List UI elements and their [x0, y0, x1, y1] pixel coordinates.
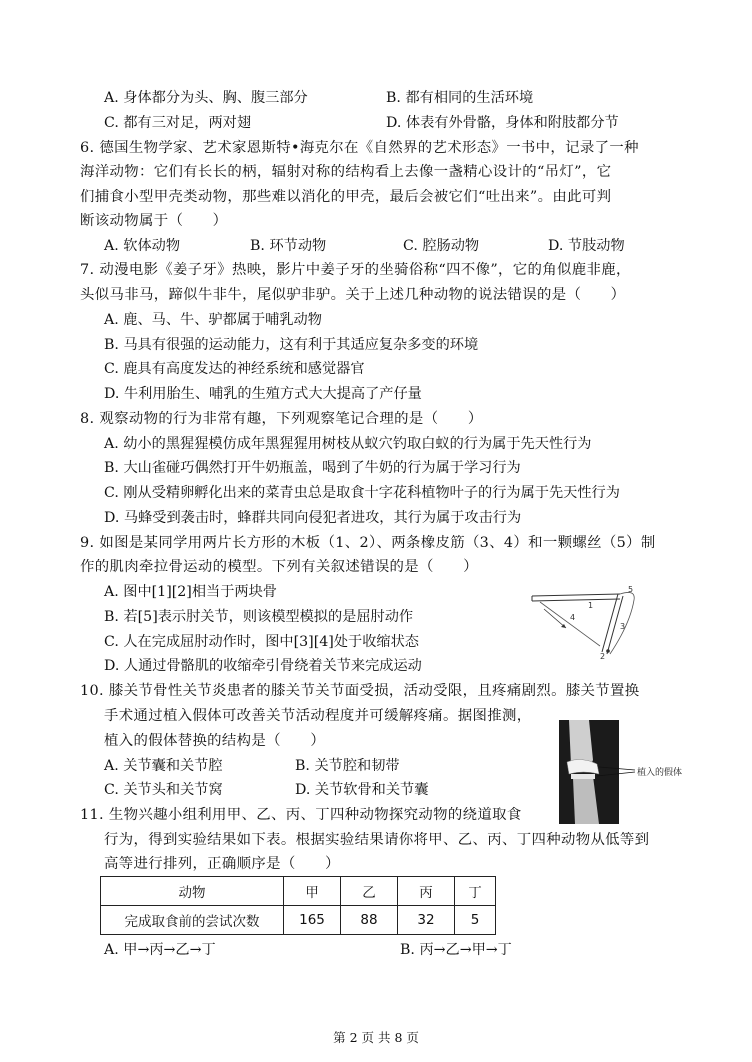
q7-stem-line-2: 头似马非马，蹄似牛非牛，尾似驴非驴。关于上述几种动物的说法错误的是（ ）	[80, 287, 626, 303]
q8-option-b: B. 大山雀碰巧偶然打开牛奶瓶盖，喝到了牛奶的行为属于学习行为	[104, 460, 521, 476]
q9-stem-line-1: 9. 如图是某同学用两片长方形的木板（1、2）、两条橡皮筋（3、4）和一颗螺丝（5）制	[80, 535, 656, 551]
q9-figure-label-1: 1	[588, 601, 594, 610]
table-cell: 165	[284, 906, 341, 935]
table-header-row	[101, 877, 496, 906]
q6-stem-line-4: 断该动物属于（ ）	[80, 213, 228, 229]
q5-option-c: C. 都有三对足，两对翅	[104, 115, 252, 131]
q9-stem-line-2: 作的肌肉牵拉骨运动的模型。下列有关叙述错误的是（ ）	[80, 559, 478, 575]
q10-option-b: B. 关节腔和韧带	[295, 758, 400, 774]
q11-stem-line-2: 行为，得到实验结果如下表。根据实验结果请你将甲、乙、丙、丁四种动物从低等到	[104, 832, 650, 848]
q10-stem-line-1: 10. 膝关节骨性关节炎患者的膝关节关节面受损，活动受限，且疼痛剧烈。膝关节置换	[80, 683, 640, 699]
q9-figure-label-2: 2	[600, 652, 606, 661]
q9-option-a: A. 图中[1][2]相当于两块骨	[104, 584, 277, 600]
table-header-cell: 乙	[341, 877, 398, 906]
table-cell: 32	[398, 906, 455, 935]
table-header-cell: 动物	[101, 877, 284, 906]
q10-stem-line-2: 手术通过植入假体可改善关节活动程度并可缓解疼痛。据图推测，	[104, 708, 532, 724]
q6-option-d: D. 节肢动物	[548, 238, 625, 254]
q9-figure-label-4: 4	[570, 613, 576, 622]
q11-stem-line-1: 11. 生物兴趣小组利用甲、乙、丙、丁四种动物探究动物的绕道取食	[80, 807, 522, 823]
q8-option-d: D. 马蜂受到袭击时，蜂群共同向侵犯者进攻，其行为属于攻击行为	[104, 510, 522, 526]
q6-stem-line-1: 6. 德国生物学家、艺术家恩斯特•海克尔在《自然界的艺术形态》一书中，记录了一种	[80, 140, 639, 156]
table-cell: 完成取食前的尝试次数	[101, 906, 284, 935]
q7-option-c: C. 鹿具有高度发达的神经系统和感觉器官	[104, 361, 365, 377]
q9-figure-label-5: 5	[628, 585, 634, 594]
q9-model-figure	[530, 584, 640, 664]
table-header-cell: 甲	[284, 877, 341, 906]
q6-option-c: C. 腔肠动物	[403, 238, 480, 254]
q10-option-d: D. 关节软骨和关节囊	[295, 782, 429, 798]
q10-figure-label: 植入的假体	[637, 768, 683, 778]
q6-stem-line-3: 们捕食小型甲壳类动物，那些难以消化的甲壳，最后会被它们“吐出来”。由此可判	[80, 189, 612, 205]
q7-option-d: D. 牛利用胎生、哺乳的生殖方式大大提高了产仔量	[104, 386, 422, 402]
q8-option-a: A. 幼小的黑猩猩模仿成年黑猩猩用树枝从蚁穴钓取白蚁的行为属于先天性行为	[104, 436, 592, 452]
table-header-cell: 丁	[455, 877, 496, 906]
q9-option-b: B. 若[5]表示肘关节，则该模型模拟的是屈肘动作	[104, 609, 414, 625]
q11-results-table	[100, 876, 496, 935]
table-cell: 88	[341, 906, 398, 935]
q7-option-b: B. 马具有很强的运动能力，这有利于其适应复杂多变的环境	[104, 337, 479, 353]
q10-stem-line-3: 植入的假体替换的结构是（ ）	[104, 733, 326, 749]
table-row	[101, 906, 496, 935]
q6-stem-line-2: 海洋动物：它们有长长的柄，辐射对称的结构看上去像一盏精心设计的“吊灯”，它	[80, 164, 612, 180]
q9-option-d: D. 人通过骨骼肌的收缩牵引骨绕着关节来完成运动	[104, 658, 422, 674]
q9-figure-label-3: 3	[620, 622, 626, 631]
q8-stem-line-1: 8. 观察动物的行为非常有趣，下列观察笔记合理的是（ ）	[80, 411, 483, 427]
q10-option-c: C. 关节头和关节窝	[104, 782, 223, 798]
q11-option-a: A. 甲→丙→乙→丁	[104, 942, 216, 958]
q5-option-d: D. 体表有外骨骼，身体和附肢都分节	[386, 115, 619, 131]
table-header-cell: 丙	[398, 877, 455, 906]
q9-option-c: C. 人在完成屈肘动作时，图中[3][4]处于收缩状态	[104, 634, 419, 650]
table-cell: 5	[455, 906, 496, 935]
q11-stem-line-3: 高等进行排列，正确顺序是（ ）	[104, 856, 340, 872]
q11-option-b: B. 丙→乙→甲→丁	[400, 942, 512, 958]
q7-option-a: A. 鹿、马、牛、驴都属于哺乳动物	[104, 312, 322, 328]
q8-option-c: C. 刚从受精卵孵化出来的菜青虫总是取食十字花科植物叶子的行为属于先天性行为	[104, 485, 620, 501]
q5-option-b: B. 都有相同的生活环境	[386, 90, 534, 106]
q10-option-a: A. 关节囊和关节腔	[104, 758, 223, 774]
page-footer: 第 2 页 共 8 页	[333, 1030, 419, 1045]
q7-stem-line-1: 7. 动漫电影《姜子牙》热映，影片中姜子牙的坐骑俗称“四不像”，它的角似鹿非鹿，	[80, 262, 631, 278]
q5-option-a: A. 身体都分为头、胸、腹三部分	[104, 90, 308, 106]
q10-knee-xray-figure	[559, 720, 715, 824]
q6-option-b: B. 环节动物	[250, 238, 327, 254]
q6-option-a: A. 软体动物	[104, 238, 181, 254]
